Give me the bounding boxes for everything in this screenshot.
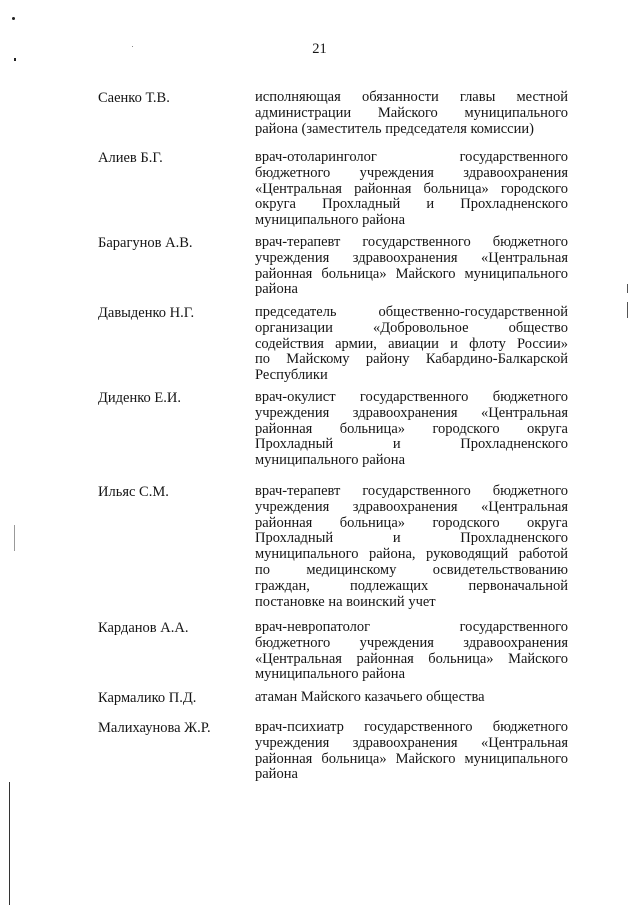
member-name: Кармалико П.Д.: [98, 690, 197, 706]
position-line: муниципального района: [255, 452, 405, 469]
member-position: [255, 90, 568, 137]
scan-mark: [12, 17, 15, 20]
position-line: врач-терапевт государственного бюджетного: [255, 483, 568, 499]
member-name: Малихаунова Ж.Р.: [98, 720, 211, 736]
position-line: администрации Майского муниципального: [255, 104, 568, 121]
position-line: районная больница» Майского муниципального: [255, 750, 568, 767]
position-line: врач-отоларинголог государственного: [255, 149, 568, 165]
member-position: [255, 150, 568, 229]
position-line: исполняющая обязанности главы местной: [255, 89, 568, 105]
position-line: учреждения здравоохранения «Центральная: [255, 734, 568, 751]
position-line: граждан, подлежащих первоначальной: [255, 577, 568, 594]
position-line: районная больница» городского округа: [255, 514, 568, 531]
position-line: врач-окулист государственного бюджетного: [255, 389, 568, 405]
member-name: Алиев Б.Г.: [98, 150, 163, 166]
member-name: Ильяс С.М.: [98, 484, 169, 500]
position-line: Прохладный и Прохладненского: [255, 436, 568, 453]
position-line: учреждения здравоохранения «Центральная: [255, 404, 568, 421]
member-position: [255, 690, 568, 706]
member-name: Диденко Е.И.: [98, 390, 181, 406]
scan-mark: [627, 284, 628, 293]
position-line: бюджетного учреждения здравоохранения: [255, 634, 568, 651]
position-line: Республики: [255, 367, 328, 384]
position-line: округа Прохладный и Прохладненского: [255, 196, 568, 213]
member-name: Саенко Т.В.: [98, 90, 170, 106]
position-line: врач-психиатр государственного бюджетного: [255, 719, 568, 735]
position-line: учреждения здравоохранения «Центральная: [255, 498, 568, 515]
scan-mark: [627, 302, 628, 318]
position-line: «Центральная районная больница» Майского: [255, 650, 568, 667]
page-number: 21: [312, 41, 327, 57]
position-line: постановке на воинский учет: [255, 593, 436, 610]
position-line: «Центральная районная больница» городского: [255, 180, 568, 197]
scan-mark: [14, 525, 15, 551]
member-position: [255, 620, 568, 683]
position-line: врач-невропатолог государственного: [255, 619, 568, 635]
position-line: по медицинскому освидетельствованию: [255, 561, 568, 578]
member-position: [255, 484, 568, 610]
member-position: [255, 390, 568, 469]
member-name: Барагунов А.В.: [98, 235, 193, 251]
position-line: района (заместитель председателя комиссии): [255, 120, 534, 137]
position-line: врач-терапевт государственного бюджетного: [255, 234, 568, 250]
position-line: района: [255, 281, 298, 298]
position-line: атаман Майского казачьего общества: [255, 689, 485, 705]
scan-mark: [14, 58, 16, 61]
position-line: муниципального района: [255, 212, 405, 229]
member-position: [255, 720, 568, 783]
member-position: [255, 235, 568, 298]
position-line: содействия армии, авиации и флоту России»: [255, 335, 568, 352]
position-line: муниципального района: [255, 666, 405, 683]
scan-edge-line: [9, 782, 10, 905]
member-name: Карданов А.А.: [98, 620, 189, 636]
scan-mark: [132, 46, 133, 47]
position-line: муниципального района, руководящий работой: [255, 546, 568, 563]
position-line: районная больница» городского округа: [255, 420, 568, 437]
position-line: по Майскому району Кабардино-Балкарской: [255, 351, 568, 368]
position-line: Прохладный и Прохладненского: [255, 530, 568, 547]
position-line: учреждения здравоохранения «Центральная: [255, 249, 568, 266]
position-line: организации «Добровольное общество: [255, 319, 568, 336]
position-line: председатель общественно-государственной: [255, 304, 568, 320]
member-name: Давыденко Н.Г.: [98, 305, 195, 321]
position-line: бюджетного учреждения здравоохранения: [255, 164, 568, 181]
position-line: района: [255, 766, 298, 783]
position-line: районная больница» Майского муниципального: [255, 265, 568, 282]
member-position: [255, 305, 568, 384]
